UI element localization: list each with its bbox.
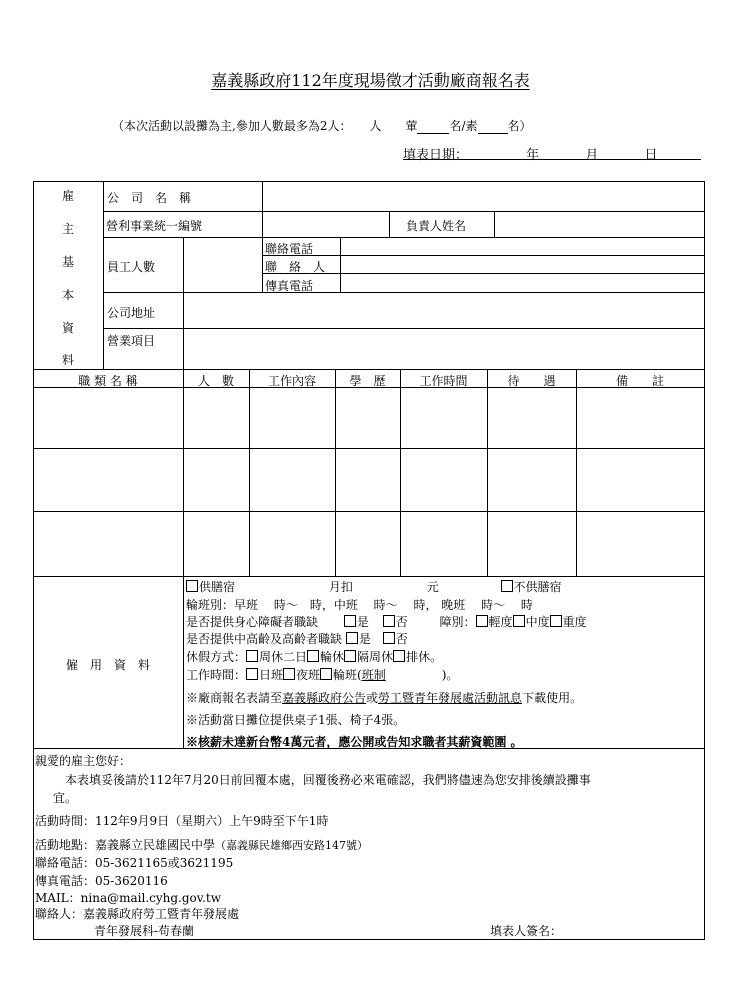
job-header-hours: 工作時間 — [419, 374, 468, 388]
salary-note: ※核薪未達新台幣4萬元者，應公開或告知求職者其薪資範圍 。 — [186, 735, 523, 749]
job-header-count: 人 數 — [197, 374, 234, 388]
employee-count-label: 員工人數 — [107, 260, 156, 274]
work-time-line: 工作時間： 日班 夜班 輪班(班制 )。 — [186, 668, 459, 682]
tax-id-label: 營利事業統一編號 — [106, 219, 203, 233]
leave-line: 休假方式： 周休二日 輪休 隔周休 排休。 — [186, 650, 443, 664]
company-name-label: 公 司 名 稱 — [107, 191, 192, 205]
senior-no-checkbox[interactable] — [383, 632, 395, 644]
address-label: 公司地址 — [107, 306, 156, 320]
disability-yes-checkbox[interactable] — [344, 615, 356, 627]
tax-id-field[interactable] — [266, 214, 386, 234]
meal-lodging-line: 供膳宿 月扣 元 不供膳宿 — [186, 578, 562, 595]
job-header-content: 工作內容 — [267, 374, 316, 388]
booth-note: ※活動當日攤位提供桌子1張、椅子4張。 — [186, 713, 406, 727]
event-time: 活動時間：112年9月9日（星期六）上午9時至下午1時 — [35, 814, 329, 828]
contact-person: 聯絡人：嘉義縣政府勞工暨青年發展處 — [35, 907, 240, 921]
contact-phone: 聯絡電話：05-3621165或3621195 — [35, 856, 234, 870]
employer-section-label-1: 雇 — [61, 189, 74, 203]
event-venue: 活動地點：嘉義縣立民雄國民中學（嘉義縣民雄鄉西安路147號） — [35, 838, 369, 852]
senior-line: 是否提供中高齡及高齡者職缺 是 否 — [186, 632, 408, 646]
disability-no-checkbox[interactable] — [383, 615, 395, 627]
veg-count-blank[interactable] — [478, 121, 508, 134]
signature-label: 填表人簽名： — [490, 924, 563, 938]
job-row-3[interactable] — [35, 513, 702, 575]
contact-phone-label: 聯絡電話 — [265, 242, 314, 256]
contact-phone-field[interactable] — [344, 239, 700, 253]
employer-section-label-4: 本 — [61, 288, 74, 302]
signature-field[interactable] — [578, 920, 702, 936]
alternate-weekend-checkbox[interactable] — [344, 650, 356, 662]
contact-person-field[interactable] — [344, 257, 700, 271]
day-shift-checkbox[interactable] — [246, 668, 258, 680]
disability-line: 是否提供身心障礙者職缺 是 否 障別： 輕度 中度 重度 — [186, 615, 587, 629]
employer-section-label-5: 資 — [61, 321, 74, 335]
job-row-2[interactable] — [35, 450, 702, 510]
contact-fax: 傳真電話：05-3620116 — [35, 874, 168, 888]
owner-name-label: 負責人姓名 — [406, 219, 467, 233]
employer-section-label-6: 料 — [61, 353, 74, 367]
rotating-leave-checkbox[interactable] — [307, 650, 319, 662]
address-field[interactable] — [186, 295, 700, 325]
no-lodging-checkbox[interactable] — [501, 580, 513, 592]
reply-instruction-cont: 宜。 — [53, 791, 78, 805]
employee-count-field[interactable] — [186, 240, 260, 290]
job-header-salary: 待 遇 — [507, 374, 556, 388]
shift-system-blank[interactable]: 班制 — [361, 668, 386, 682]
download-note: ※廠商報名表請至嘉義縣政府公告或勞工暨青年發展處活動訊息下載使用。 — [186, 691, 583, 705]
business-field[interactable] — [186, 331, 700, 366]
greeting: 親愛的雇主您好： — [35, 754, 132, 768]
employer-section-label-3: 基 — [61, 255, 74, 269]
mild-checkbox[interactable] — [476, 615, 488, 627]
employer-section-label-2: 主 — [61, 222, 74, 236]
scheduled-leave-checkbox[interactable] — [393, 650, 405, 662]
company-name-field[interactable] — [266, 184, 700, 208]
job-row-1[interactable] — [35, 389, 702, 447]
contact-email: MAIL：nina@mail.cyhg.gov.tw — [35, 891, 222, 905]
job-header-title: 職 類 名 稱 — [78, 374, 138, 388]
hire-info-label: 僱 用 資 料 — [65, 658, 150, 672]
senior-yes-checkbox[interactable] — [346, 632, 358, 644]
fax-field[interactable] — [344, 275, 700, 290]
job-header-education: 學 歷 — [349, 374, 386, 388]
date-underline — [403, 159, 701, 160]
shift-line: 輪班別：早班 時～ 時，中班 時～ 時， 晚班 時～ 時 — [186, 598, 533, 612]
night-shift-checkbox[interactable] — [283, 668, 295, 680]
reply-instruction: 本表填妥後請於112年7月20日前回覆本處，回覆後務必來電確認，我們將儘速為您安排後續設攤事 — [65, 773, 591, 787]
two-day-weekend-checkbox[interactable] — [246, 650, 258, 662]
participant-note: （本次活動以設攤為主,參加人數最多為2人： 人 葷 名/素 名） — [112, 119, 532, 133]
meat-count-blank[interactable] — [417, 121, 449, 134]
moderate-checkbox[interactable] — [513, 615, 525, 627]
provide-lodging-checkbox[interactable] — [186, 580, 198, 592]
severe-checkbox[interactable] — [550, 615, 562, 627]
rotating-shift-checkbox[interactable] — [320, 668, 332, 680]
fax-label: 傳真電話 — [265, 279, 314, 293]
county-announcement-link[interactable]: 嘉義縣政府公告 — [282, 691, 367, 705]
business-label: 營業項目 — [107, 334, 156, 348]
contact-person-label: 聯 絡 人 — [265, 260, 326, 274]
owner-name-field[interactable] — [498, 214, 700, 234]
job-header-remarks: 備 註 — [615, 374, 664, 388]
labor-dept-news-link[interactable]: 勞工暨青年發展處活動訊息 — [378, 691, 523, 705]
page-title: 嘉義縣政府112年度現場徵才活動廠商報名表 — [211, 71, 530, 90]
contact-person-name: 青年發展科-苟春蘭 — [94, 924, 195, 938]
fill-date: 填表日期： 年 月 日 — [403, 148, 658, 163]
